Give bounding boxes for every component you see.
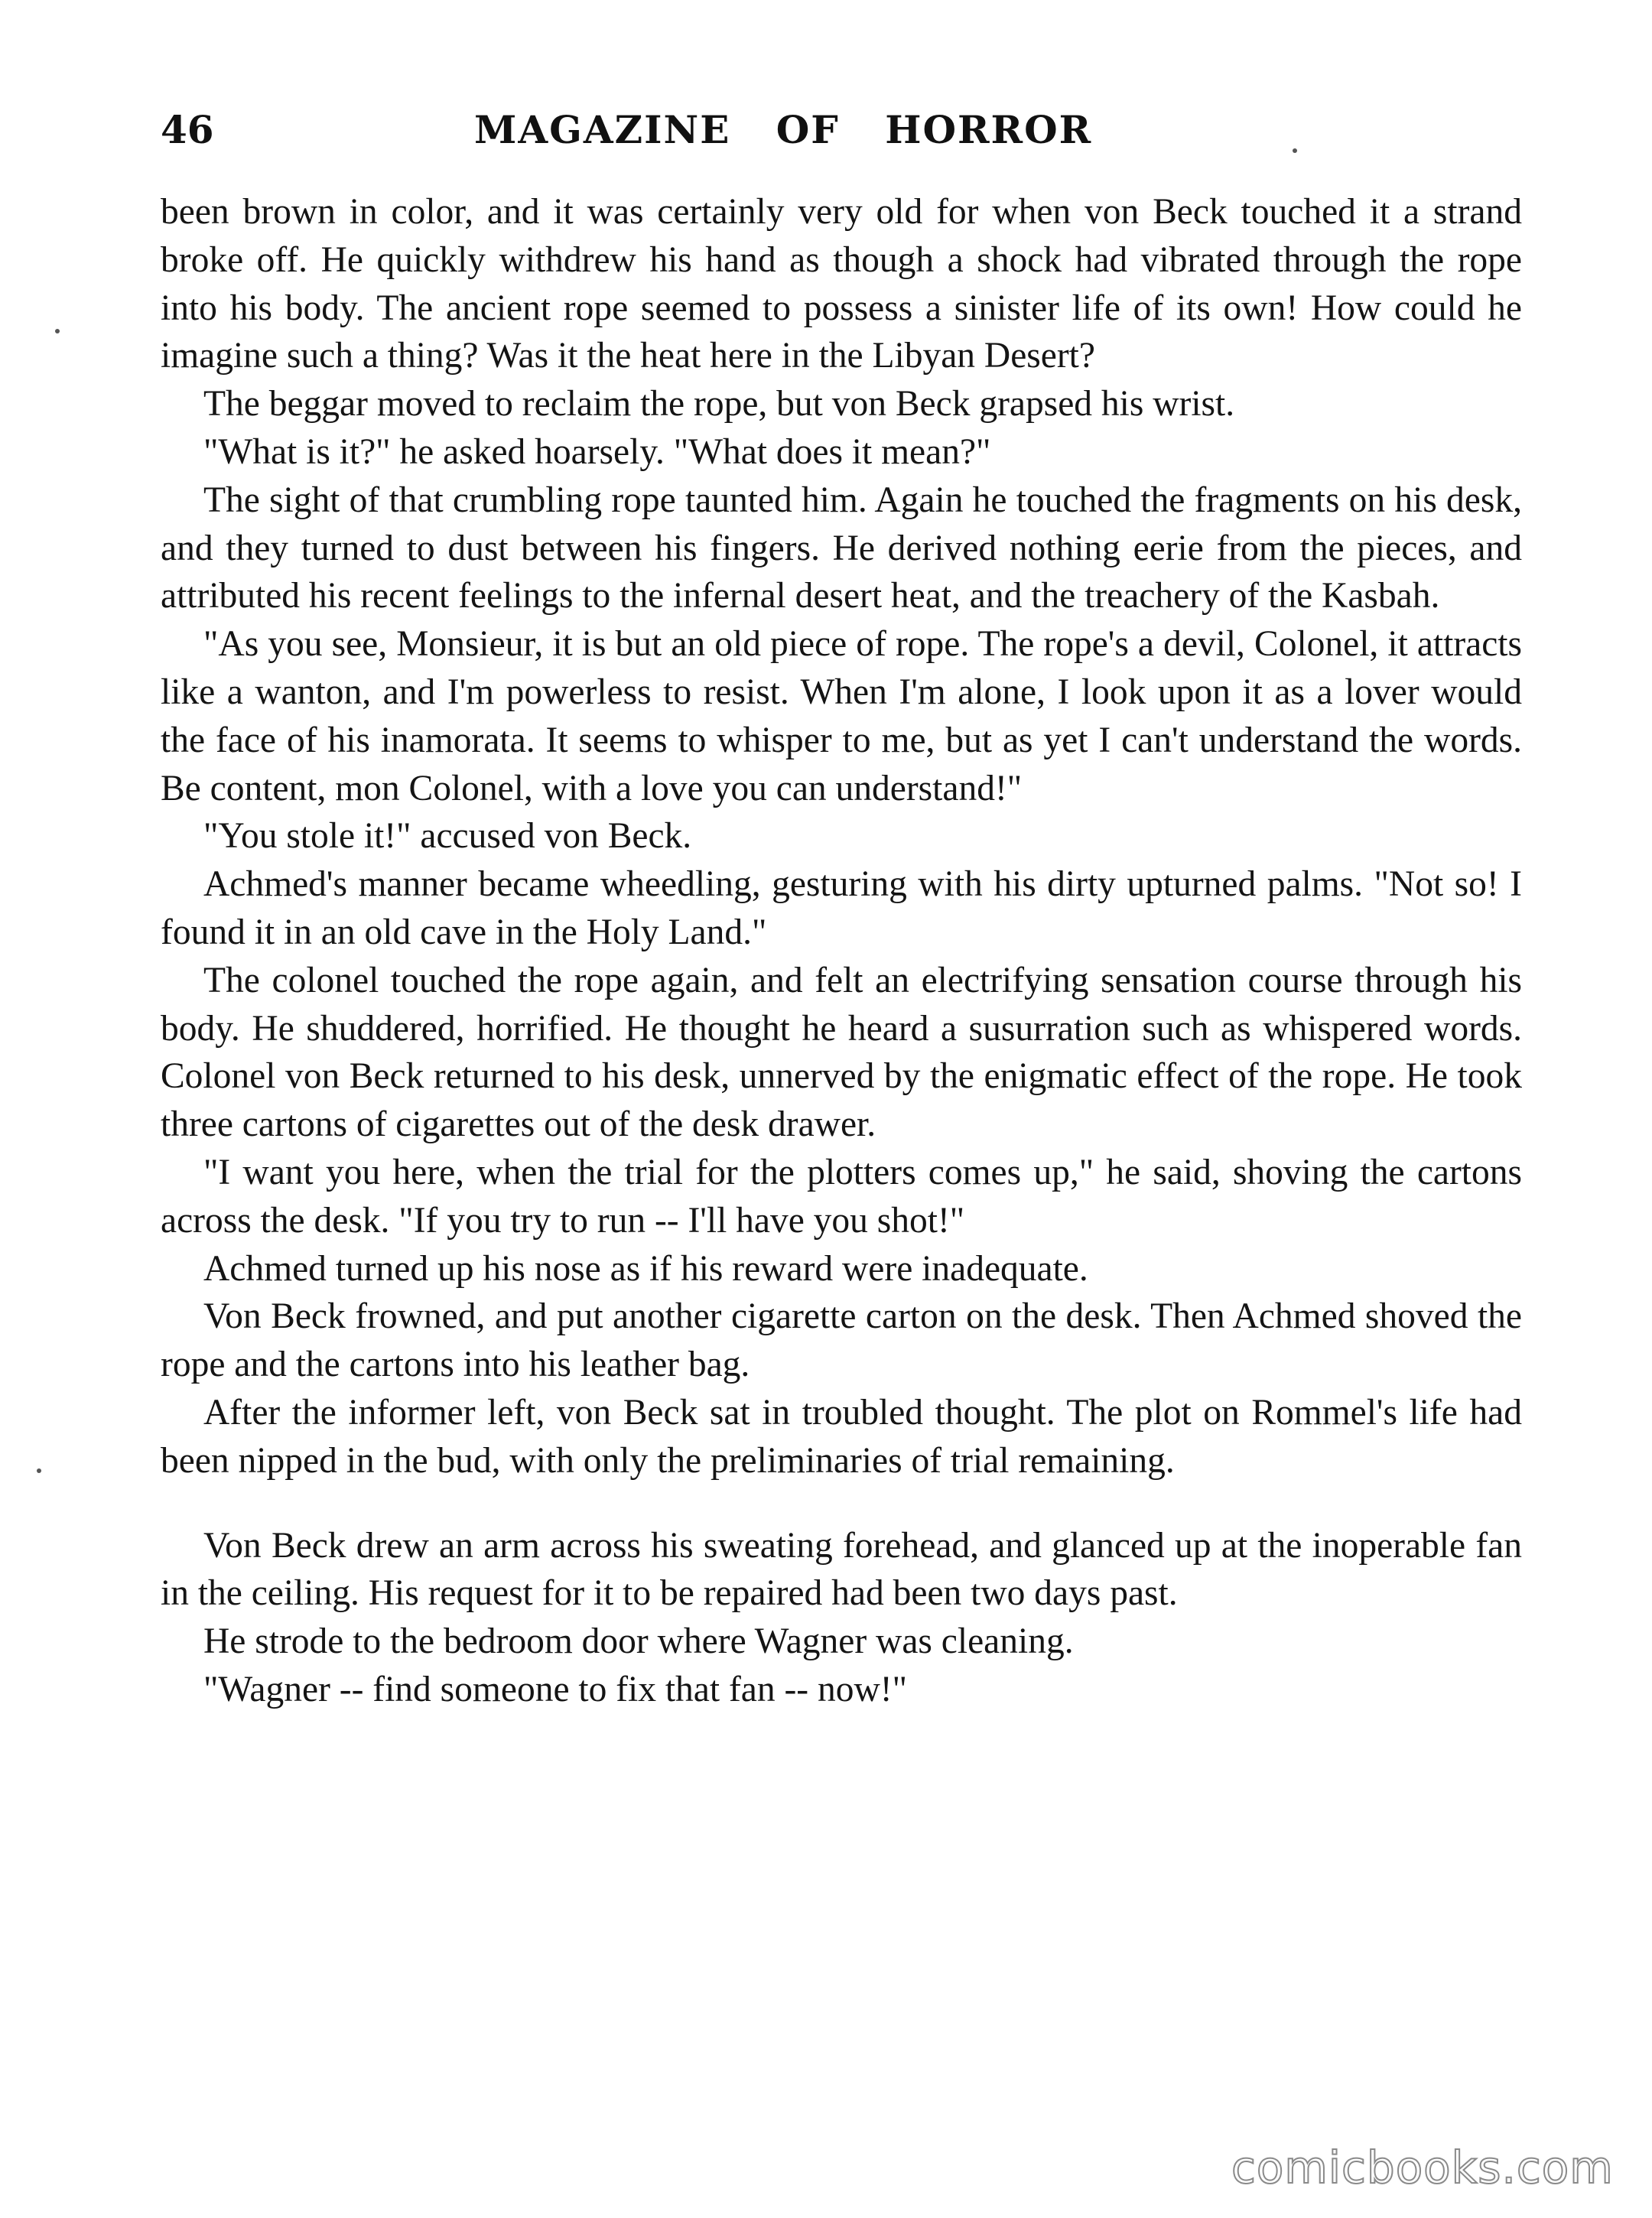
print-speck: [55, 329, 60, 333]
paragraph: The beggar moved to reclaim the rope, but von Beck grapsed his wrist.: [203, 384, 1235, 424]
paragraph: "Wagner -- find someone to fix that fan -- now!": [203, 1669, 908, 1709]
paragraph: been brown in color, and it was certainly very old for when von Beck touched it a strand broke off. He quickly withdrew his hand as though a shock had vibrated through the rope into his body. The ancient rope seemed to possess a sinister life of its own! How could he imagine such a thing? Was it the heat here in the Libyan Desert?: [161, 192, 1522, 376]
print-speck: [37, 1468, 41, 1473]
paragraph: "You stole it!" accused von Beck.: [203, 816, 692, 857]
paragraph: After the informer left, von Beck sat in troubled thought. The plot on Rommel's life had been nipped in the bud, with only the preliminaries of trial remaining.: [161, 1392, 1522, 1481]
paragraph: Achmed turned up his nose as if his reward were inadequate.: [203, 1248, 1088, 1289]
story-text: [161, 188, 1522, 1714]
running-header: [161, 107, 1522, 168]
paragraph: "What is it?" he asked hoarsely. "What does it mean?": [203, 431, 991, 472]
paragraph: Achmed's manner became wheedling, gesturing with his dirty upturned palms. "Not so! I found it in an old cave in the Holy Land.": [161, 864, 1522, 952]
paragraph: "As you see, Monsieur, it is but an old piece of rope. The rope's a devil, Colonel, it attracts like a wanton, and I'm powerless to resist. When I'm alone, I look upon it as a lover would the face of his inamorata. It seems to whisper to me, but as yet I can't understand the words. Be content, mon Colonel, with a love you can understand!": [161, 624, 1522, 808]
paragraph: The colonel touched the rope again, and felt an electrifying sensation course through his body. He shuddered, horrified. He thought he heard a susurration such as whispered words. Colonel von Beck returned to his desk, unnerved by the enigmatic effect of the rope. He took three cartons of cigarettes out of the desk drawer.: [161, 960, 1522, 1145]
paragraph: Von Beck frowned, and put another cigarette carton on the desk. Then Achmed shoved the rope and the cartons into his leather bag.: [161, 1296, 1522, 1385]
paragraph: Von Beck drew an arm across his sweating forehead, and glanced up at the inoperable fan in the ceiling. His request for it to be repaired had been two days past.: [161, 1525, 1522, 1614]
magazine-title: MAGAZINE OF HORROR: [474, 107, 1093, 152]
watermark: comicbooks.com: [1231, 2142, 1614, 2194]
paragraph: "I want you here, when the trial for the plotters comes up," he said, shoving the cartons across the desk. "If you try to run -- I'll have you shot!": [161, 1152, 1522, 1241]
paragraph: The sight of that crumbling rope taunted him. Again he touched the fragments on his desk, and they turned to dust between his fingers. He derived nothing eerie from the pieces, and attributed his recent feelings to the infernal desert heat, and the treachery of the Kasbah.: [161, 480, 1522, 616]
paragraph: He strode to the bedroom door where Wagner was cleaning.: [203, 1621, 1074, 1662]
page-number: 46: [161, 107, 214, 152]
print-speck: [1293, 148, 1297, 153]
